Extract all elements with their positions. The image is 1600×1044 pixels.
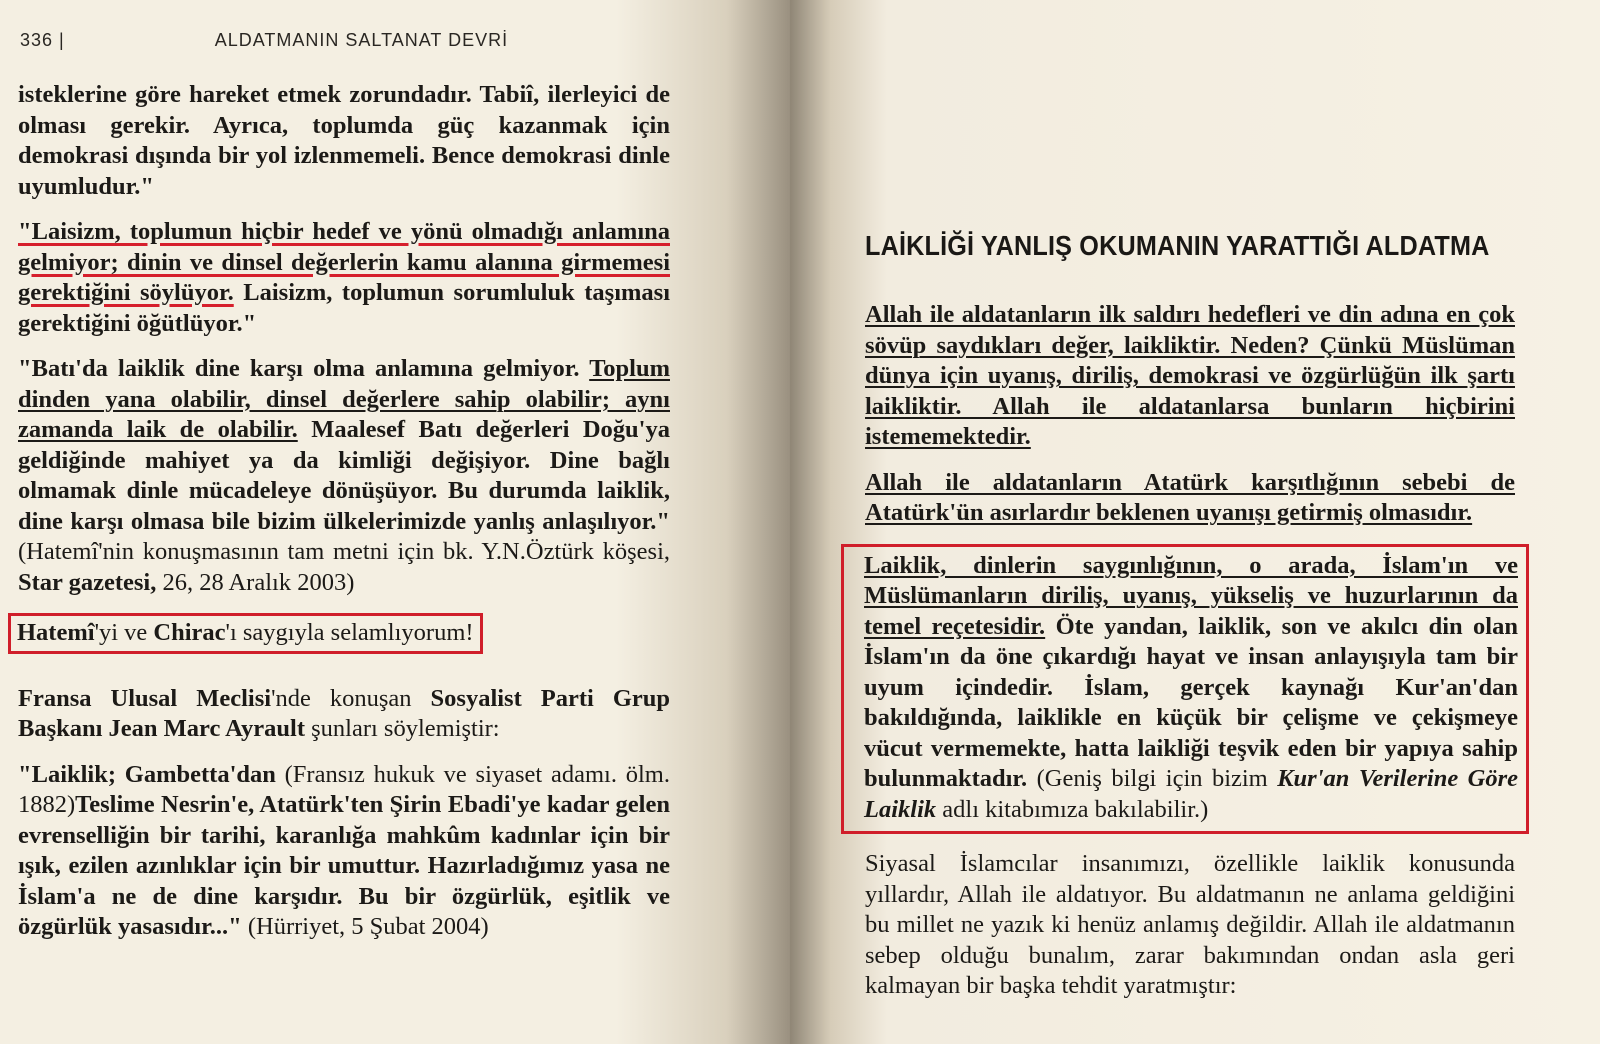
paragraph-laiklik-recete: Laiklik, dinlerin saygınlığının, o arada, İslam'ın ve Müslümanların diriliş, uyanış, yükseliş ve huzurlarının da temel reçetesidir. Öte yandan, laiklik, son ve akılcı din olan İslam'ın da öne çıkardığı hayat ve insan anlayışıyla tam bir uyum içindedir. İslam, gerçek kaynağı Kur'an'dan bakıldığında, laiklikle en küçük bir çelişme ve çekişmeye vücut vermemekte, hatta laikliği teşvik eden bir yapıya sahip bulunmaktadır. (Geniş bilgi için bizim Kur'an Verilerine Göre Laiklik adlı kitabımıza bakılabilir.) [864, 551, 1518, 823]
paragraph-fransa: Fransa Ulusal Meclisi'nde konuşan Sosyalist Parti Grup Başkanı Jean Marc Ayrault şunları söylemiştir: [18, 684, 670, 742]
chapter-title: LAİKLİĞİ YANLIŞ OKUMANIN YARATTIĞI ALDATMA [865, 230, 1490, 261]
paragraph-bati-laiklik: "Batı'da laiklik dine karşı olma anlamına gelmiyor. Toplum dinden yana olabilir, dinsel değerlere sahip olabilir; aynı zamanda laik de olabilir. Maalesef Batı değerleri Doğu'ya geldiğinde mahiyet ya da kimliği değişiyor. Dine bağlı olmamak dinle mücadeleye dönüşüyor. Bu durumda laiklik, dine karşı olmasa bile bizim ülkelerimizde yanlış anlaşılıyor." (Hatemî'nin konuşmasının tam metni için bk. Y.N.Öztürk köşesi, Star gazetesi, 26, 28 Aralık 2003) [18, 355, 670, 596]
red-boxed-paragraph [841, 544, 1529, 835]
paragraph-ataturk [865, 468, 1515, 529]
underlined-passage: Toplum dinden yana olabilir, dinsel değerlere sahip olabilir; aynı zamanda laik de olabilir. [18, 355, 670, 443]
underlined-passage: Laiklik, dinlerin saygınlığının, o arada, İslam'ın ve Müslümanların diriliş, uyanış, yükseliş ve huzurlarının da temel reçetesidir. [864, 551, 1518, 640]
red-boxed-greeting [18, 613, 670, 669]
page-number-separator: | [59, 30, 65, 50]
paragraph-quote-end: isteklerine göre hareket etmek zorundadır. Tabiî, ilerleyici de olması gerekir. Ayrıca, toplumda güç kazanmak için demokrasi dışında bir yol izlenmemeli. Bence demokrasi dinle uyumludur." [18, 81, 670, 200]
red-box: Hatemî'yi ve Chirac'ı saygıyla selamlıyorum! [8, 613, 483, 654]
red-underlined-passage: "Laisizm, toplumun hiçbir hedef ve yönü olmadığı anlamına gelmiyor; dinin ve dinsel değerlerin kamu alanına girmemesi gerektiğini söylüyor. [18, 218, 670, 306]
underlined-passage: Allah ile aldatanların ilk saldırı hedefleri ve din adına en çok sövüp saydıkları değer, laikliktir. Neden? Çünkü Müslüman dünya için uyanış, diriliş, demokrasi ve özgürlüğün ilk şartı laikliktir. Allah ile aldatanlarsa bunların hiçbirini istememektedir. [865, 301, 1515, 450]
running-head-left [20, 30, 508, 51]
paragraph-allah-ile-aldatanlar [865, 300, 1515, 453]
left-body-text [18, 80, 670, 958]
paragraph-gambetta: "Laiklik; Gambetta'dan (Fransız hukuk ve siyaset adamı. ölm. 1882)Teslime Nesrin'e, Atatürk'ten Şirin Ebadi'ye kadar gelen evrenselliğin bir tarihi, karanlığa mahkûm kadınlar için bir ışık, ezilen azınlıklar için bir umuttur. Hazırladığımız yasa ne İslam'a ne de dine karşıdır. Bu bir özgürlük, eşitlik ve özgürlük yasasıdır..." (Hürriyet, 5 Şubat 2004) [18, 760, 670, 940]
book-title: Kur'an Verilerine Göre Laiklik [864, 765, 1518, 823]
paragraph-siyasal-islamcilar: Siyasal İslamcılar insanımızı, özellikle laiklik konusunda yıllardır, Allah ile aldatıyor. Bu aldatmanın ne anlama geldiğini bu millet ne yazık ki henüz anlamış değildir. Allah ile aldatmanın sebep olduğu bunalım, zarar bakımından ondan asla geri kalmayan bir başka tehdit yaratmıştır: [865, 850, 1515, 999]
underlined-passage: Allah ile aldatanların Atatürk karşıtlığının sebebi de Atatürk'ün asırlardır beklenen uyanışı getirmiş olmasıdır. [865, 468, 1515, 526]
paragraph-laisizm: "Laisizm, toplumun hiçbir hedef ve yönü olmadığı anlamına gelmiyor; dinin ve dinsel değerlerin kamu alanına girmemesi gerektiğini söylüyor. Laisizm, toplumun sorumluluk taşıması gerektiğini öğütlüyor." [18, 218, 670, 337]
running-head-title: ALDATMANIN SALTANAT DEVRİ [214, 30, 509, 50]
left-page [0, 0, 790, 1044]
page-number: 336 [20, 30, 54, 50]
right-body-text [864, 300, 1518, 1017]
